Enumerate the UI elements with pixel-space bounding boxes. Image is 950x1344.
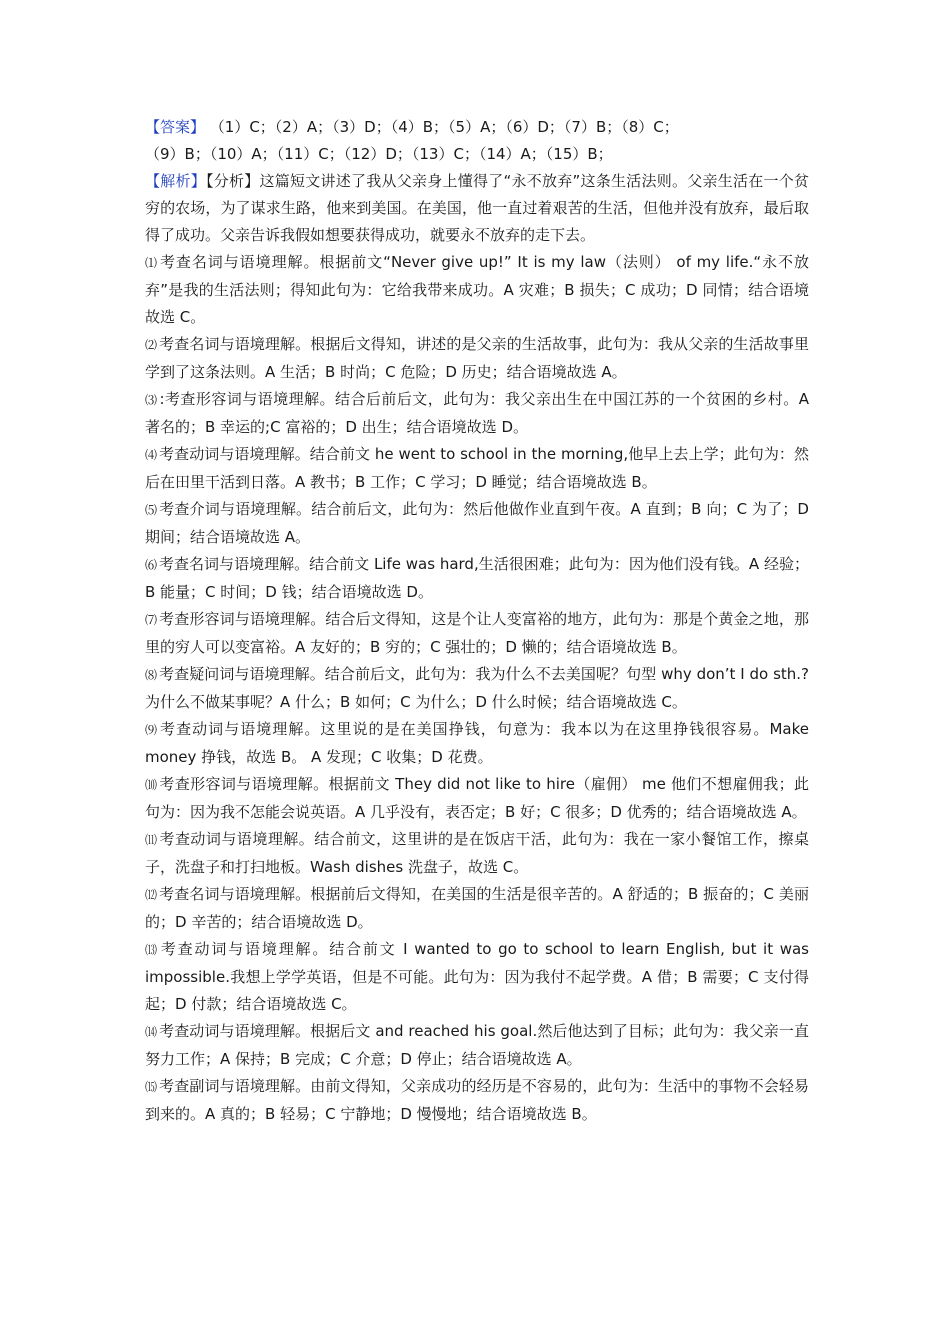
item-number: ⑻ bbox=[145, 668, 158, 682]
analysis-item bbox=[145, 1018, 809, 1073]
analysis-item bbox=[145, 551, 809, 606]
analysis-item bbox=[145, 496, 809, 551]
item-text: 考查动词与语境理解。结合前文，这里讲的是在饭店干活，此句为：我在一家小餐馆工作，擦桌子，洗盘子和打扫地板。Wash dishes 洗盘子，故选 C。 bbox=[145, 830, 809, 876]
item-text: 考查名词与语境理解。根据前后文得知，在美国的生活是很辛苦的。A 舒适的；B 振奋的；C 美丽的；D 辛苦的；结合语境故选 D。 bbox=[145, 885, 809, 931]
item-text: 考查形容词与语境理解。结合后文得知，这是个让人变富裕的地方，此句为：那是个黄金之地，那里的穷人可以变富裕。A 友好的；B 穷的；C 强壮的；D 懒的；结合语境故选 B。 bbox=[145, 610, 809, 656]
item-text: 考查介词与语境理解。结合前后文，此句为：然后他做作业直到午夜。A 直到；B 向；C 为了；D 期间；结合语境故选 A。 bbox=[145, 500, 809, 546]
item-number: ⑽ bbox=[145, 778, 158, 792]
item-number: ⑸ bbox=[145, 503, 158, 517]
analysis-item bbox=[145, 386, 809, 441]
analysis-item bbox=[145, 249, 809, 331]
analysis-item bbox=[145, 826, 809, 881]
analysis-item bbox=[145, 331, 809, 386]
analysis-item bbox=[145, 881, 809, 936]
analysis-item bbox=[145, 771, 809, 826]
item-number: ⑶ bbox=[145, 393, 158, 407]
item-number: ⑵ bbox=[145, 338, 158, 352]
analysis-item bbox=[145, 1073, 809, 1128]
answer-list-1: （1）C；（2）A；（3）D；（4）B；（5）A；（6）D；（7）B；（8）C； bbox=[205, 118, 679, 136]
analysis-item bbox=[145, 716, 809, 771]
item-text: 考查副词与语境理解。由前文得知，父亲成功的经历是不容易的，此句为：生活中的事物不会轻易到来的。A 真的；B 轻易；C 宁静地；D 慢慢地；结合语境故选 B。 bbox=[145, 1077, 809, 1123]
item-number: ⑴ bbox=[145, 256, 158, 270]
item-number: ⒁ bbox=[145, 1025, 158, 1039]
item-text: 考查动词与语境理解。根据后文 and reached his goal.然后他达到了目标；此句为：我父亲一直努力工作；A 保持；B 完成；C 介意；D 停止；结合语境故选 A。 bbox=[145, 1022, 809, 1068]
answer-line-2 bbox=[145, 141, 809, 168]
analysis-item bbox=[145, 441, 809, 496]
analysis-item bbox=[145, 661, 809, 716]
item-number: ⑷ bbox=[145, 448, 158, 462]
item-number: ⑾ bbox=[145, 833, 158, 847]
item-text: 考查动词与语境理解。结合前文 I wanted to go to school to learn English, but it was impossible.我想上学学英语，但是不可能。此句为：因为我付不起学费。A 借；B 需要；C 支付得起；D 付款；结合语境故选 C。 bbox=[145, 940, 809, 1013]
item-text: 考查形容词与语境理解。根据前文 They did not like to hire（雇佣） me 他们不想雇佣我；此句为：因为我不怎能会说英语。A 几乎没有，表否定；B 好；C 很多；D 优秀的；结合语境故选 A。 bbox=[145, 775, 809, 821]
analysis-intro-text: 【分析】这篇短文讲述了我从父亲身上懂得了“永不放弃”这条生活法则。父亲生活在一个贫穷的农场，为了谋求生路，他来到美国。在美国，他一直过着艰苦的生活，但他并没有放弃，最后取得了成功。父亲告诉我假如想要获得成功，就要永不放弃的走下去。 bbox=[145, 172, 809, 244]
analysis-intro bbox=[145, 168, 809, 249]
item-text: 考查名词与语境理解。根据前文“Never give up!” It is my law（法则） of my life.“永不放弃”是我的生活法则；得知此句为：它给我带来成功。A 灾难；B 损失；C 成功；D 同情；结合语境故选 C。 bbox=[145, 253, 809, 326]
item-text: 考查动词与语境理解。结合前文 he went to school in the morning,他早上去上学；此句为：然后在田里干活到日落。A 教书；B 工作；C 学习；D 睡觉；结合语境故选 B。 bbox=[145, 445, 809, 491]
answer-line-1 bbox=[145, 114, 809, 141]
item-number: ⑿ bbox=[145, 888, 158, 902]
item-text: 考查疑问词与语境理解。结合前后文，此句为：我为什么不去美国呢？句型 why don’t I do sth.?为什么不做某事呢？A 什么；B 如何；C 为什么；D 什么时候；结合语境故选 C。 bbox=[145, 665, 809, 711]
item-text: :考查形容词与语境理解。结合后前后文，此句为：我父亲出生在中国江苏的一个贫困的乡村。A 著名的；B 幸运的;C 富裕的；D 出生；结合语境故选 D。 bbox=[145, 390, 809, 436]
analysis-items bbox=[145, 249, 809, 1128]
answer-list-2: （9）B；（10）A；（11）C；（12）D；（13）C；（14）A；（15）B； bbox=[145, 145, 613, 163]
analysis-item bbox=[145, 936, 809, 1018]
item-text: 考查名词与语境理解。根据后文得知，讲述的是父亲的生活故事，此句为：我从父亲的生活故事里学到了这条法则。A 生活；B 时尚；C 危险；D 历史；结合语境故选 A。 bbox=[145, 335, 809, 381]
item-number: ⑺ bbox=[145, 613, 158, 627]
item-text: 考查动词与语境理解。这里说的是在美国挣钱，句意为：我本以为在这里挣钱很容易。Make money 挣钱，故选 B。 A 发现；C 收集；D 花费。 bbox=[145, 720, 809, 766]
answer-label: 【答案】 bbox=[145, 118, 206, 136]
item-number: ⒂ bbox=[145, 1080, 158, 1094]
analysis-item bbox=[145, 606, 809, 661]
item-number: ⑼ bbox=[145, 723, 159, 737]
document-page bbox=[145, 114, 809, 1128]
item-number: ⒀ bbox=[145, 943, 159, 957]
item-text: 考查名词与语境理解。结合前文 Life was hard,生活很困难；此句为：因为他们没有钱。A 经验；B 能量；C 时间；D 钱；结合语境故选 D。 bbox=[145, 555, 809, 601]
item-number: ⑹ bbox=[145, 558, 158, 572]
analysis-label: 【解析】 bbox=[145, 172, 206, 190]
